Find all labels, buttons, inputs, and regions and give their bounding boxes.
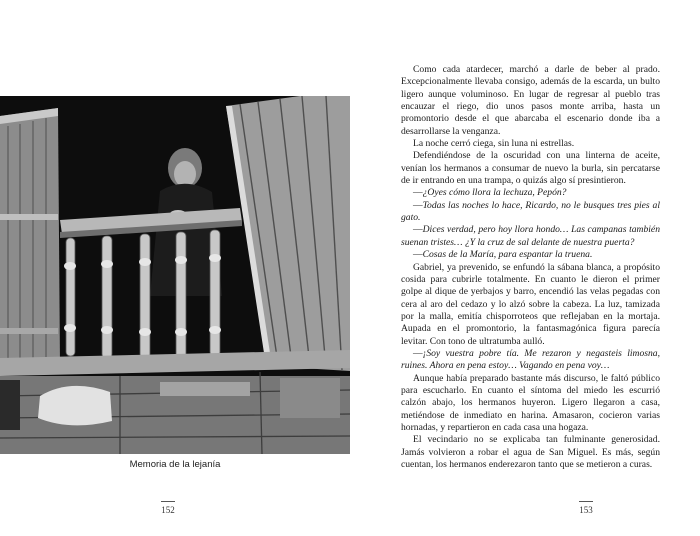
dialogue-text: Cosas de la María, para espantar la truena. [422, 249, 593, 261]
page-number-left: 152 [138, 501, 198, 515]
page-number-right: 153 [556, 501, 616, 515]
photo-old-woman-balcony [0, 96, 350, 454]
dialogue-line [401, 187, 660, 199]
dialogue-text: ¿Oyes cómo llora la lechuza, Pepón? [422, 187, 567, 199]
dialogue-dash: — [413, 347, 423, 359]
dialogue-dash: — [413, 249, 423, 261]
paragraph: Defendiéndose de la oscuridad con una linterna de aceite, venían los hermanos a consumar de nuevo la burla, sin percatarse de ir entrando en una trampa, o quizás algo sí presintieron. [401, 150, 660, 187]
paragraph: Como cada atardecer, marchó a darle de beber al prado. Excepcionalmente llevaba consigo, además de la escarda, un bulto ligero aunque voluminoso. En lugar de regresar al pueblo tras encauzar el riego, dio unos pasos monte arriba, hasta un promontorio desde el que abarcaba el escenario donde iba a desarrollarse la venganza. [401, 64, 660, 137]
photo-illustration [0, 96, 350, 454]
right-page [350, 0, 700, 536]
dialogue-line [401, 200, 660, 225]
dialogue-dash: — [413, 224, 423, 236]
dialogue-dash: — [413, 199, 423, 211]
dialogue-text: Todas las noches lo hace, Ricardo, no le busques tres pies al gato. [401, 199, 660, 224]
paragraph: Gabriel, ya prevenido, se enfundó la sábana blanca, a propósito cosida para cubrirle totalmente. En cuanto le dieron el primer golpe al dique de yerbajos y barro, encendió las velas pegadas con cera al aro del cedazo y lo alzó sobre la cabeza. La luz, tamizada por la malla, emitía chisporroteos que reflejaban en la mortaja. Aupada en el promontorio, la fantasmagónica figura parecía levitar. Con tono de ultratumba aulló. [401, 261, 660, 347]
dialogue-line [401, 224, 660, 249]
photo-caption: Memoria de la lejanía [129, 459, 221, 470]
dialogue-line [401, 249, 660, 261]
paragraph: La noche cerró ciega, sin luna ni estrellas. [413, 138, 575, 150]
dialogue-line [401, 348, 660, 373]
body-text [401, 64, 660, 471]
dialogue-text: Dices verdad, pero hoy llora hondo… Las campanas también suenan tristes… ¿Y la cruz de sal delante de nuestra puerta? [401, 224, 660, 248]
paragraph: El vecindario no se explicaba tan fulminante generosidad. Jamás volvieron a robar el agua de San Miguel. Es más, según cuentan, los hermanos enderezaron tanto que se metieron a curas. [401, 434, 660, 470]
dialogue-dash: — [413, 187, 423, 199]
paragraph: Aunque había preparado bastante más discurso, le faltó público para escucharlo. En cuanto el síntoma del miedo les escurrió calzón abajo, los hermanos huyeron. Ligero llegaron a casa, metiéndose de inmediato en harina. Amasaron, cocieron varias hornadas, y repartieron en cada casa una hogaza. [401, 372, 660, 433]
dialogue-text: ¡Soy vuestra pobre tía. Me rezaron y negasteis limosna, ruines. Ahora en pena estoy… Vagando en pena voy… [401, 347, 660, 372]
